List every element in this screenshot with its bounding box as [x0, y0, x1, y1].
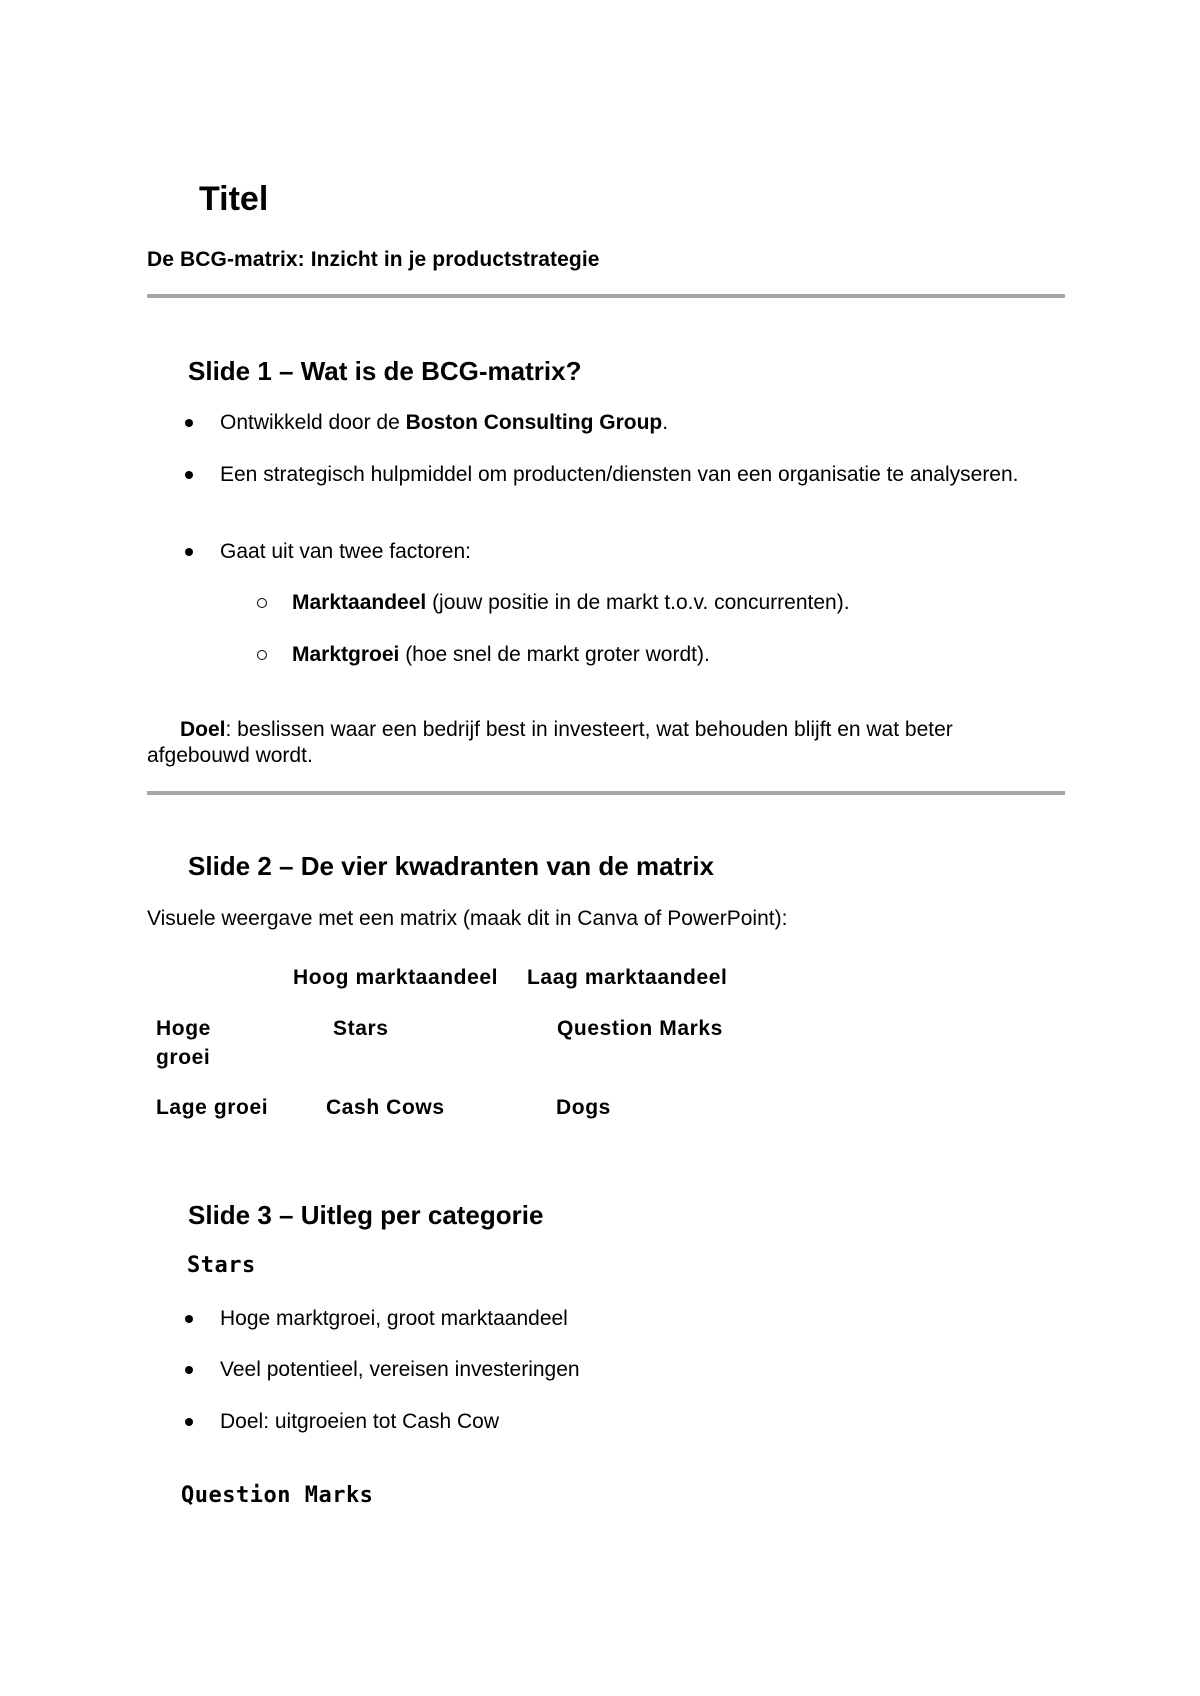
document-title: Titel — [199, 180, 269, 218]
document-subtitle: De BCG-matrix: Inzicht in je productstrategie — [147, 248, 600, 271]
bullet-icon — [185, 471, 193, 479]
horizontal-divider — [147, 791, 1065, 795]
bullet-icon — [185, 548, 193, 556]
circle-bullet-icon — [257, 650, 267, 660]
bullet-text: Doel: uitgroeien tot Cash Cow — [220, 1410, 499, 1433]
matrix-cell: Stars — [333, 1017, 389, 1040]
bullet-bold-text: Boston Consulting Group — [405, 411, 663, 434]
slide1-heading: Slide 1 – Wat is de BCG-matrix? — [188, 356, 582, 386]
sub-bullet-bold: Marktgroei — [292, 643, 400, 666]
matrix-cell: Dogs — [556, 1096, 611, 1119]
slide3-heading: Slide 3 – Uitleg per categorie — [188, 1200, 544, 1230]
slide2-intro: Visuele weergave met een matrix (maak dit in Canva of PowerPoint): — [147, 907, 788, 930]
circle-bullet-icon — [257, 598, 267, 608]
bullet-icon — [185, 1366, 193, 1374]
matrix-cell: Cash Cows — [326, 1096, 445, 1119]
bullet-text: Ontwikkeld door de — [220, 411, 406, 434]
bullet-suffix: . — [662, 411, 669, 434]
bullet-text: Een strategisch hulpmiddel om producten/diensten van een organisatie te analyseren. — [220, 463, 1019, 486]
bullet-icon — [185, 419, 193, 427]
column-header: Hoog marktaandeel — [293, 966, 499, 989]
list-item — [182, 462, 1032, 488]
goal-text: : beslissen waar een bedrijf best in investeert, wat behouden blijft en wat beter afgebouwd wordt. — [147, 718, 953, 767]
horizontal-divider — [147, 294, 1065, 298]
slide2-heading: Slide 2 – De vier kwadranten van de matrix — [188, 851, 715, 881]
row-label: Hoge groei — [156, 1017, 211, 1069]
goal-label: Doel — [180, 718, 226, 741]
bullet-text: Veel potentieel, vereisen investeringen — [220, 1358, 580, 1381]
sub-list-item — [254, 590, 1034, 616]
list-item — [182, 410, 1032, 436]
goal-paragraph — [147, 717, 1027, 769]
bullet-icon — [185, 1418, 193, 1426]
sub-bullet-text: (jouw positie in de markt t.o.v. concurrenten). — [426, 591, 850, 614]
list-item — [182, 1306, 1032, 1332]
row-label: Lage groei — [156, 1096, 269, 1119]
bullet-icon — [185, 1315, 193, 1323]
question-marks-heading: Question Marks — [181, 1483, 374, 1508]
list-item — [182, 1409, 1032, 1435]
stars-heading: Stars — [187, 1253, 256, 1278]
matrix-cell: Question Marks — [557, 1017, 723, 1040]
column-header: Laag marktaandeel — [527, 966, 728, 989]
sub-bullet-bold: Marktaandeel — [292, 591, 427, 614]
list-item — [182, 1357, 1032, 1383]
sub-bullet-text: (hoe snel de markt groter wordt). — [399, 643, 710, 666]
list-item — [182, 539, 1032, 565]
sub-list-item — [254, 642, 1034, 668]
bullet-text: Hoge marktgroei, groot marktaandeel — [220, 1307, 568, 1330]
bullet-text: Gaat uit van twee factoren: — [220, 540, 471, 563]
